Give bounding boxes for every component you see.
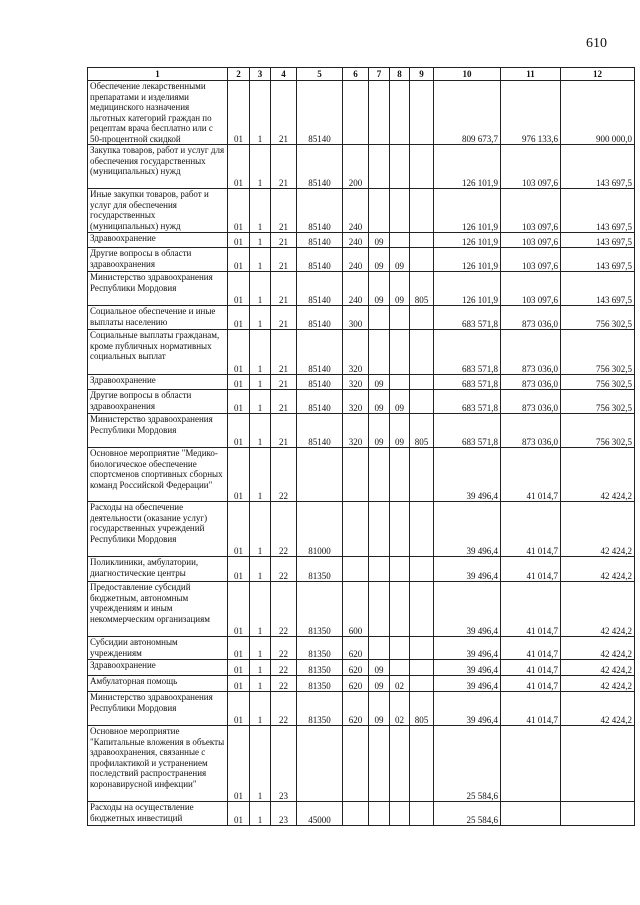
cell-amount-year-2: 41 014,7	[501, 692, 561, 726]
cell-ministry: 805	[410, 692, 434, 726]
cell-section: 09	[369, 272, 390, 306]
cell-pp: 1	[250, 414, 271, 448]
cell-ministry	[410, 233, 434, 248]
cell-ministry	[410, 637, 434, 660]
cell-direction	[297, 726, 343, 802]
table-row	[88, 145, 635, 189]
cell-subsection	[390, 330, 410, 375]
cell-ministry	[410, 306, 434, 330]
cell-subsection	[390, 802, 410, 826]
cell-direction: 85140	[297, 390, 343, 414]
cell-expense-type: 240	[343, 189, 369, 233]
cell-section: 09	[369, 692, 390, 726]
cell-subsection	[390, 306, 410, 330]
cell-section: 09	[369, 676, 390, 692]
table-row	[88, 272, 635, 306]
cell-expense-type: 620	[343, 676, 369, 692]
cell-om: 21	[271, 233, 297, 248]
cell-name: Другие вопросы в области здравоохранения	[88, 390, 228, 414]
cell-expense-type: 620	[343, 660, 369, 676]
cell-direction: 45000	[297, 802, 343, 826]
cell-name: Министерство здравоохранения Республики Мордовия	[88, 692, 228, 726]
cell-amount-year-1: 39 496,4	[434, 502, 501, 557]
cell-amount-year-1: 25 584,6	[434, 802, 501, 826]
cell-gp: 01	[228, 448, 250, 502]
cell-subsection: 09	[390, 272, 410, 306]
cell-subsection: 02	[390, 692, 410, 726]
table-row	[88, 414, 635, 448]
cell-amount-year-1: 39 496,4	[434, 692, 501, 726]
cell-amount-year-1: 39 496,4	[434, 676, 501, 692]
cell-section	[369, 448, 390, 502]
table-row	[88, 802, 635, 826]
cell-om: 22	[271, 448, 297, 502]
cell-direction: 85140	[297, 248, 343, 272]
cell-section	[369, 145, 390, 189]
cell-section	[369, 306, 390, 330]
cell-amount-year-3: 42 424,2	[561, 557, 635, 582]
cell-pp: 1	[250, 330, 271, 375]
cell-direction: 85140	[297, 272, 343, 306]
cell-name: Предоставление субсидий бюджетным, автономным учреждениям и иным некоммерческим организациям	[88, 582, 228, 637]
cell-gp: 01	[228, 802, 250, 826]
cell-om: 23	[271, 802, 297, 826]
cell-section	[369, 81, 390, 145]
cell-amount-year-2	[501, 802, 561, 826]
cell-subsection: 09	[390, 414, 410, 448]
cell-amount-year-3: 756 302,5	[561, 306, 635, 330]
cell-name: Субсидии автономным учреждениям	[88, 637, 228, 660]
column-header: 4	[271, 68, 297, 81]
cell-direction: 85140	[297, 145, 343, 189]
column-header: 8	[390, 68, 410, 81]
cell-amount-year-2: 103 097,6	[501, 248, 561, 272]
table-body	[88, 81, 635, 826]
cell-amount-year-1: 39 496,4	[434, 557, 501, 582]
cell-gp: 01	[228, 676, 250, 692]
column-header: 10	[434, 68, 501, 81]
cell-pp: 1	[250, 145, 271, 189]
table-row	[88, 582, 635, 637]
cell-pp: 1	[250, 726, 271, 802]
cell-name: Поликлиники, амбулатории, диагностические центры	[88, 557, 228, 582]
cell-gp: 01	[228, 375, 250, 390]
cell-ministry	[410, 676, 434, 692]
cell-pp: 1	[250, 233, 271, 248]
cell-ministry	[410, 802, 434, 826]
cell-amount-year-3: 900 000,0	[561, 81, 635, 145]
table-row	[88, 233, 635, 248]
column-header: 12	[561, 68, 635, 81]
cell-om: 22	[271, 582, 297, 637]
cell-direction: 81350	[297, 582, 343, 637]
cell-ministry	[410, 502, 434, 557]
cell-expense-type	[343, 802, 369, 826]
cell-pp: 1	[250, 306, 271, 330]
cell-direction: 85140	[297, 81, 343, 145]
cell-section	[369, 637, 390, 660]
cell-amount-year-1: 683 571,8	[434, 375, 501, 390]
column-header: 2	[228, 68, 250, 81]
column-header: 1	[88, 68, 228, 81]
cell-gp: 01	[228, 692, 250, 726]
cell-name: Иные закупки товаров, работ и услуг для обеспечения государственных (муниципальных) нужд	[88, 189, 228, 233]
table-row	[88, 502, 635, 557]
column-header: 11	[501, 68, 561, 81]
cell-amount-year-1: 39 496,4	[434, 660, 501, 676]
cell-amount-year-2: 41 014,7	[501, 676, 561, 692]
cell-gp: 01	[228, 414, 250, 448]
cell-section: 09	[369, 233, 390, 248]
cell-gp: 01	[228, 189, 250, 233]
table-row	[88, 692, 635, 726]
cell-subsection: 02	[390, 676, 410, 692]
cell-direction: 85140	[297, 414, 343, 448]
cell-om: 21	[271, 390, 297, 414]
cell-om: 21	[271, 272, 297, 306]
cell-om: 21	[271, 145, 297, 189]
cell-amount-year-1: 683 571,8	[434, 330, 501, 375]
cell-gp: 01	[228, 145, 250, 189]
cell-pp: 1	[250, 660, 271, 676]
cell-section: 09	[369, 660, 390, 676]
cell-ministry	[410, 582, 434, 637]
cell-amount-year-1: 39 496,4	[434, 637, 501, 660]
table-row	[88, 306, 635, 330]
cell-pp: 1	[250, 390, 271, 414]
cell-amount-year-1: 683 571,8	[434, 306, 501, 330]
column-header: 5	[297, 68, 343, 81]
cell-subsection	[390, 502, 410, 557]
page-number: 610	[586, 36, 607, 51]
cell-amount-year-3: 756 302,5	[561, 414, 635, 448]
cell-ministry	[410, 390, 434, 414]
cell-amount-year-3	[561, 802, 635, 826]
cell-subsection	[390, 582, 410, 637]
cell-pp: 1	[250, 81, 271, 145]
cell-amount-year-3: 756 302,5	[561, 330, 635, 375]
cell-om: 22	[271, 502, 297, 557]
cell-amount-year-3: 42 424,2	[561, 660, 635, 676]
cell-amount-year-2: 976 133,6	[501, 81, 561, 145]
cell-om: 23	[271, 726, 297, 802]
cell-gp: 01	[228, 330, 250, 375]
cell-section	[369, 726, 390, 802]
cell-amount-year-2: 873 036,0	[501, 330, 561, 375]
cell-amount-year-2: 41 014,7	[501, 637, 561, 660]
cell-amount-year-2	[501, 726, 561, 802]
cell-ministry: 805	[410, 272, 434, 306]
cell-direction: 85140	[297, 306, 343, 330]
cell-ministry	[410, 557, 434, 582]
cell-name: Здравоохранение	[88, 233, 228, 248]
cell-name: Социальное обеспечение и иные выплаты населению	[88, 306, 228, 330]
cell-gp: 01	[228, 557, 250, 582]
cell-amount-year-3: 143 697,5	[561, 145, 635, 189]
cell-section	[369, 802, 390, 826]
cell-amount-year-3: 42 424,2	[561, 676, 635, 692]
cell-ministry	[410, 375, 434, 390]
cell-ministry	[410, 330, 434, 375]
cell-amount-year-1: 809 673,7	[434, 81, 501, 145]
cell-amount-year-2: 41 014,7	[501, 582, 561, 637]
cell-name: Амбулаторная помощь	[88, 676, 228, 692]
cell-gp: 01	[228, 272, 250, 306]
cell-gp: 01	[228, 81, 250, 145]
cell-amount-year-2: 103 097,6	[501, 189, 561, 233]
cell-amount-year-1: 39 496,4	[434, 582, 501, 637]
cell-amount-year-3: 42 424,2	[561, 637, 635, 660]
cell-amount-year-2: 873 036,0	[501, 375, 561, 390]
cell-amount-year-1: 126 101,9	[434, 189, 501, 233]
table-row	[88, 448, 635, 502]
cell-om: 22	[271, 676, 297, 692]
budget-table	[87, 67, 635, 826]
cell-expense-type: 240	[343, 233, 369, 248]
cell-gp: 01	[228, 637, 250, 660]
cell-expense-type: 620	[343, 692, 369, 726]
cell-amount-year-2: 41 014,7	[501, 660, 561, 676]
table-row	[88, 248, 635, 272]
cell-direction: 81350	[297, 637, 343, 660]
cell-direction: 85140	[297, 233, 343, 248]
cell-name: Социальные выплаты гражданам, кроме публичных нормативных социальных выплат	[88, 330, 228, 375]
cell-amount-year-3: 42 424,2	[561, 692, 635, 726]
cell-pp: 1	[250, 375, 271, 390]
cell-expense-type: 320	[343, 375, 369, 390]
cell-pp: 1	[250, 637, 271, 660]
cell-amount-year-2: 103 097,6	[501, 272, 561, 306]
cell-amount-year-2: 873 036,0	[501, 306, 561, 330]
cell-amount-year-1: 683 571,8	[434, 414, 501, 448]
cell-ministry	[410, 726, 434, 802]
cell-amount-year-2: 103 097,6	[501, 233, 561, 248]
cell-direction: 81350	[297, 557, 343, 582]
table-row	[88, 676, 635, 692]
cell-ministry	[410, 81, 434, 145]
cell-om: 21	[271, 330, 297, 375]
cell-pp: 1	[250, 502, 271, 557]
cell-amount-year-3: 143 697,5	[561, 272, 635, 306]
cell-section: 09	[369, 390, 390, 414]
cell-amount-year-2: 103 097,6	[501, 145, 561, 189]
cell-expense-type: 320	[343, 390, 369, 414]
cell-gp: 01	[228, 233, 250, 248]
cell-name: Основное мероприятие "Капитальные вложения в объекты здравоохранения, связанные с профилактикой и устранением последствий распространения коронавирусной инфекции"	[88, 726, 228, 802]
cell-subsection: 09	[390, 390, 410, 414]
cell-amount-year-3: 42 424,2	[561, 582, 635, 637]
table-row	[88, 81, 635, 145]
cell-section: 09	[369, 375, 390, 390]
cell-om: 22	[271, 660, 297, 676]
cell-om: 21	[271, 189, 297, 233]
cell-expense-type	[343, 448, 369, 502]
cell-amount-year-3: 756 302,5	[561, 390, 635, 414]
cell-amount-year-3: 756 302,5	[561, 375, 635, 390]
cell-pp: 1	[250, 189, 271, 233]
cell-amount-year-2: 41 014,7	[501, 448, 561, 502]
cell-om: 22	[271, 637, 297, 660]
cell-gp: 01	[228, 582, 250, 637]
table-row	[88, 726, 635, 802]
cell-amount-year-3: 143 697,5	[561, 189, 635, 233]
cell-pp: 1	[250, 692, 271, 726]
cell-om: 21	[271, 248, 297, 272]
cell-section: 09	[369, 414, 390, 448]
cell-section	[369, 330, 390, 375]
cell-expense-type	[343, 726, 369, 802]
cell-subsection	[390, 375, 410, 390]
cell-subsection	[390, 660, 410, 676]
cell-ministry: 805	[410, 414, 434, 448]
cell-expense-type: 320	[343, 330, 369, 375]
cell-name: Закупка товаров, работ и услуг для обеспечения государственных (муниципальных) нужд	[88, 145, 228, 189]
cell-gp: 01	[228, 502, 250, 557]
cell-om: 21	[271, 375, 297, 390]
cell-name: Другие вопросы в области здравоохранения	[88, 248, 228, 272]
table-row	[88, 660, 635, 676]
cell-direction: 85140	[297, 375, 343, 390]
cell-name: Расходы на осуществление бюджетных инвестиций	[88, 802, 228, 826]
cell-section	[369, 557, 390, 582]
cell-amount-year-1: 126 101,9	[434, 145, 501, 189]
cell-ministry	[410, 189, 434, 233]
cell-pp: 1	[250, 582, 271, 637]
cell-amount-year-1: 126 101,9	[434, 272, 501, 306]
cell-amount-year-3: 143 697,5	[561, 248, 635, 272]
cell-section: 09	[369, 248, 390, 272]
cell-name: Расходы на обеспечение деятельности (оказание услуг) государственных учреждений Республики Мордовия	[88, 502, 228, 557]
cell-ministry	[410, 145, 434, 189]
cell-subsection	[390, 726, 410, 802]
cell-ministry	[410, 448, 434, 502]
cell-subsection: 09	[390, 248, 410, 272]
cell-om: 22	[271, 692, 297, 726]
cell-gp: 01	[228, 660, 250, 676]
cell-subsection	[390, 637, 410, 660]
cell-amount-year-1: 25 584,6	[434, 726, 501, 802]
cell-expense-type: 600	[343, 582, 369, 637]
cell-section	[369, 502, 390, 557]
cell-direction: 81350	[297, 692, 343, 726]
table-row	[88, 330, 635, 375]
cell-pp: 1	[250, 676, 271, 692]
cell-amount-year-1: 683 571,8	[434, 390, 501, 414]
table-row	[88, 637, 635, 660]
cell-amount-year-3: 42 424,2	[561, 502, 635, 557]
cell-expense-type: 200	[343, 145, 369, 189]
cell-name: Министерство здравоохранения Республики Мордовия	[88, 272, 228, 306]
cell-amount-year-2: 41 014,7	[501, 502, 561, 557]
header-row	[88, 68, 635, 81]
cell-section	[369, 582, 390, 637]
cell-expense-type: 620	[343, 637, 369, 660]
cell-pp: 1	[250, 272, 271, 306]
cell-name: Здравоохранение	[88, 375, 228, 390]
cell-section	[369, 189, 390, 233]
cell-expense-type: 240	[343, 272, 369, 306]
cell-name: Обеспечение лекарственными препаратами и изделиями медицинского назначения льготных категорий граждан по рецептам врача бесплатно или с 50-процентной скидкой	[88, 81, 228, 145]
cell-amount-year-1: 126 101,9	[434, 233, 501, 248]
table-row	[88, 557, 635, 582]
table-row	[88, 189, 635, 233]
cell-amount-year-3: 143 697,5	[561, 233, 635, 248]
cell-pp: 1	[250, 448, 271, 502]
cell-direction: 81350	[297, 660, 343, 676]
cell-direction: 85140	[297, 330, 343, 375]
cell-expense-type	[343, 502, 369, 557]
cell-pp: 1	[250, 248, 271, 272]
cell-expense-type: 320	[343, 414, 369, 448]
cell-ministry	[410, 248, 434, 272]
cell-expense-type	[343, 557, 369, 582]
cell-om: 21	[271, 414, 297, 448]
column-header: 9	[410, 68, 434, 81]
cell-direction	[297, 448, 343, 502]
column-header: 3	[250, 68, 271, 81]
cell-gp: 01	[228, 306, 250, 330]
cell-amount-year-2: 873 036,0	[501, 390, 561, 414]
column-header: 7	[369, 68, 390, 81]
cell-expense-type	[343, 81, 369, 145]
cell-subsection	[390, 448, 410, 502]
cell-expense-type: 240	[343, 248, 369, 272]
cell-name: Здравоохранение	[88, 660, 228, 676]
cell-direction: 81350	[297, 676, 343, 692]
cell-gp: 01	[228, 248, 250, 272]
cell-subsection	[390, 81, 410, 145]
cell-name: Министерство здравоохранения Республики Мордовия	[88, 414, 228, 448]
cell-om: 21	[271, 306, 297, 330]
cell-expense-type: 300	[343, 306, 369, 330]
cell-subsection	[390, 557, 410, 582]
table-row	[88, 375, 635, 390]
cell-amount-year-3	[561, 726, 635, 802]
cell-amount-year-3: 42 424,2	[561, 448, 635, 502]
cell-amount-year-2: 873 036,0	[501, 414, 561, 448]
cell-amount-year-2: 41 014,7	[501, 557, 561, 582]
cell-direction: 85140	[297, 189, 343, 233]
cell-name: Основное мероприятие "Медико-биологическое обеспечение спортсменов спортивных сборных команд Российской Федерации"	[88, 448, 228, 502]
column-header: 6	[343, 68, 369, 81]
cell-om: 21	[271, 81, 297, 145]
cell-pp: 1	[250, 802, 271, 826]
cell-direction: 81000	[297, 502, 343, 557]
cell-amount-year-1: 126 101,9	[434, 248, 501, 272]
cell-subsection	[390, 189, 410, 233]
cell-gp: 01	[228, 726, 250, 802]
table-row	[88, 390, 635, 414]
cell-gp: 01	[228, 390, 250, 414]
cell-ministry	[410, 660, 434, 676]
cell-om: 22	[271, 557, 297, 582]
cell-amount-year-1: 39 496,4	[434, 448, 501, 502]
cell-subsection	[390, 233, 410, 248]
cell-pp: 1	[250, 557, 271, 582]
cell-subsection	[390, 145, 410, 189]
